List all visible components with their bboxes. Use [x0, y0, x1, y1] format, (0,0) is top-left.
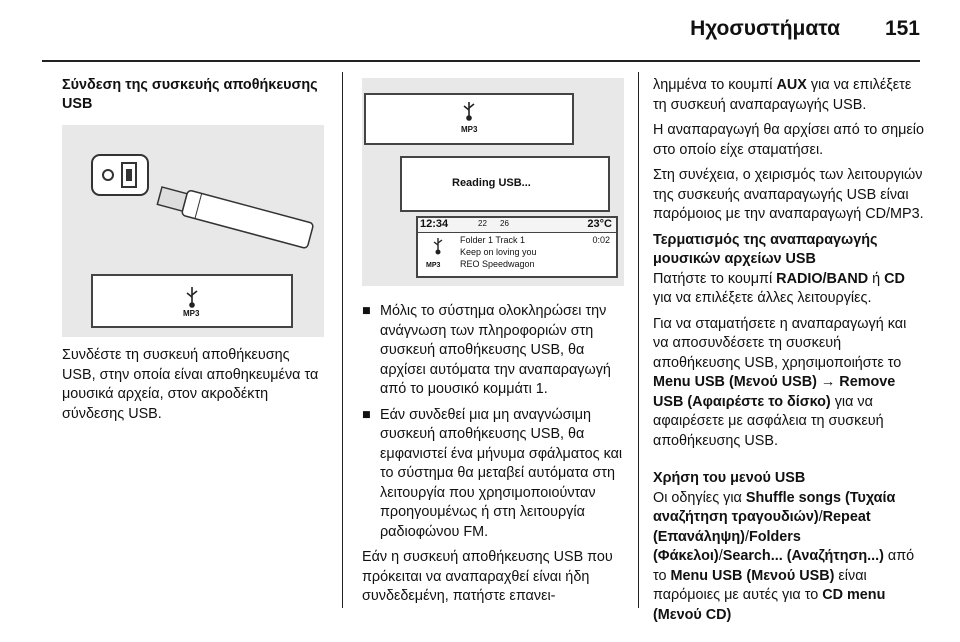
section-heading: Χρήση του μενού USB [653, 470, 806, 486]
usb-icon [459, 100, 479, 122]
usb-stick-diagram [62, 125, 324, 337]
column-divider [342, 72, 343, 608]
track-time: 0:02 [592, 235, 610, 245]
mp3-label: MP3 [426, 262, 441, 269]
section-heading: Τερματισμός της αναπαραγωγής μουσικών αρχείων USB [653, 231, 878, 267]
clock-readout: 12:34 [420, 218, 449, 230]
song-title: Keep on loving you [460, 247, 537, 257]
list-item [362, 302, 627, 400]
column-divider [638, 72, 639, 608]
header-rule [42, 60, 920, 62]
screen-mp3 [364, 93, 574, 145]
list-item [362, 406, 627, 543]
usb-playback-notes [362, 302, 627, 613]
bullet-mark: ■ [362, 406, 371, 423]
paragraph: Για να σταματήσετε η αναπαραγωγή και να αποσυνδέσετε τη συσκευή αποθήκευσης USB, χρησιμοποιήστε το Menu USB (Μενού USB) → Remove USB (Αφαιρέστε το δίσκο) για να αφαιρέσετε με ασφάλεια τη συσκευή αποθήκευσης USB. [653, 315, 907, 449]
artist-name: REO Speedwagon [460, 259, 535, 269]
reading-usb-text: Reading USB... [452, 177, 531, 189]
page-title: Ηχοσυστήματα [690, 17, 840, 40]
usb-icon [428, 236, 448, 256]
usb-connect-illustration [62, 125, 324, 337]
bullet-mark: ■ [362, 303, 371, 319]
screen-playing [416, 216, 618, 278]
section-heading: Σύνδεση της συσκευής αποθήκευσης USB [62, 77, 318, 112]
paragraph: Εάν η συσκευή αποθήκευσης USB που πρόκειται να αναπαραχθεί είναι ήδη συνδεδεμένη, πατήστε επανει- [362, 549, 613, 604]
status-value: 22 [478, 219, 487, 228]
paragraph: Οι οδηγίες για Shuffle songs (Τυχαία αναζήτηση τραγουδιών)/Repeat (Επανάληψη)/Folders (Φάκελοι)/Search... (Αναζήτηση...) από το Menu USB (Μενού USB) είναι παρόμοιες με αυτές για το CD menu (Μενού CD) [653, 489, 915, 623]
bullet-text: Εάν συνδεθεί μια μη αναγνώσιμη συσκευή αποθήκευσης USB, θα εμφανιστεί ένα μήνυμα σφάλματος και το σύστημα θα μεταβεί αυτόματα στη λειτουργία που χρησιμοποιούνταν προηγουμένως ή στη λειτουργία ραδιοφώνου FM. [380, 406, 623, 540]
section-usb-connect [62, 76, 327, 114]
bullet-text: Μόλις το σύστημα ολοκληρώσει την ανάγνωση των πληροφοριών στη συσκευή αποθήκευσης USB, θα αρχίσει αυτόματα την αναπαραγωγή από το μουσικό κομμάτι 1. [380, 303, 611, 397]
paragraph: Στη συνέχεια, ο χειρισμός των λειτουργιών της συσκευής αναπαραγωγής USB είναι παρόμοιος με την αναπαραγωγή CD/MP3. [653, 167, 924, 222]
page-number: 151 [884, 17, 920, 40]
usb-operation-section [653, 76, 925, 631]
mp3-label: MP3 [183, 309, 200, 318]
page-header [0, 0, 960, 62]
temperature-readout: 23°C [587, 218, 612, 230]
screen-reading [400, 156, 610, 212]
mp3-label: MP3 [461, 125, 478, 134]
usb-reading-illustration [362, 78, 624, 286]
paragraph: Πατήστε το κουμπί RADIO/BAND ή CD για να επιλέξετε άλλες λειτουργίες. [653, 270, 905, 306]
paragraph: λημμένα το κουμπί AUX για να επιλέξετε τη συσκευή αναπαραγωγής USB. [653, 77, 912, 113]
track-title: Folder 1 Track 1 [460, 235, 526, 245]
status-value: 26 [500, 219, 509, 228]
paragraph: Η αναπαραγωγή θα αρχίσει από το σημείο στο οποίο είχε σταματήσει. [653, 122, 924, 158]
usb-connect-text: Συνδέστε τη συσκευή αποθήκευσης USB, στην οποία είναι αποθηκευμένα τα μουσικά αρχεία, στον ακροδέκτη σύνδεσης USB. [62, 347, 319, 422]
